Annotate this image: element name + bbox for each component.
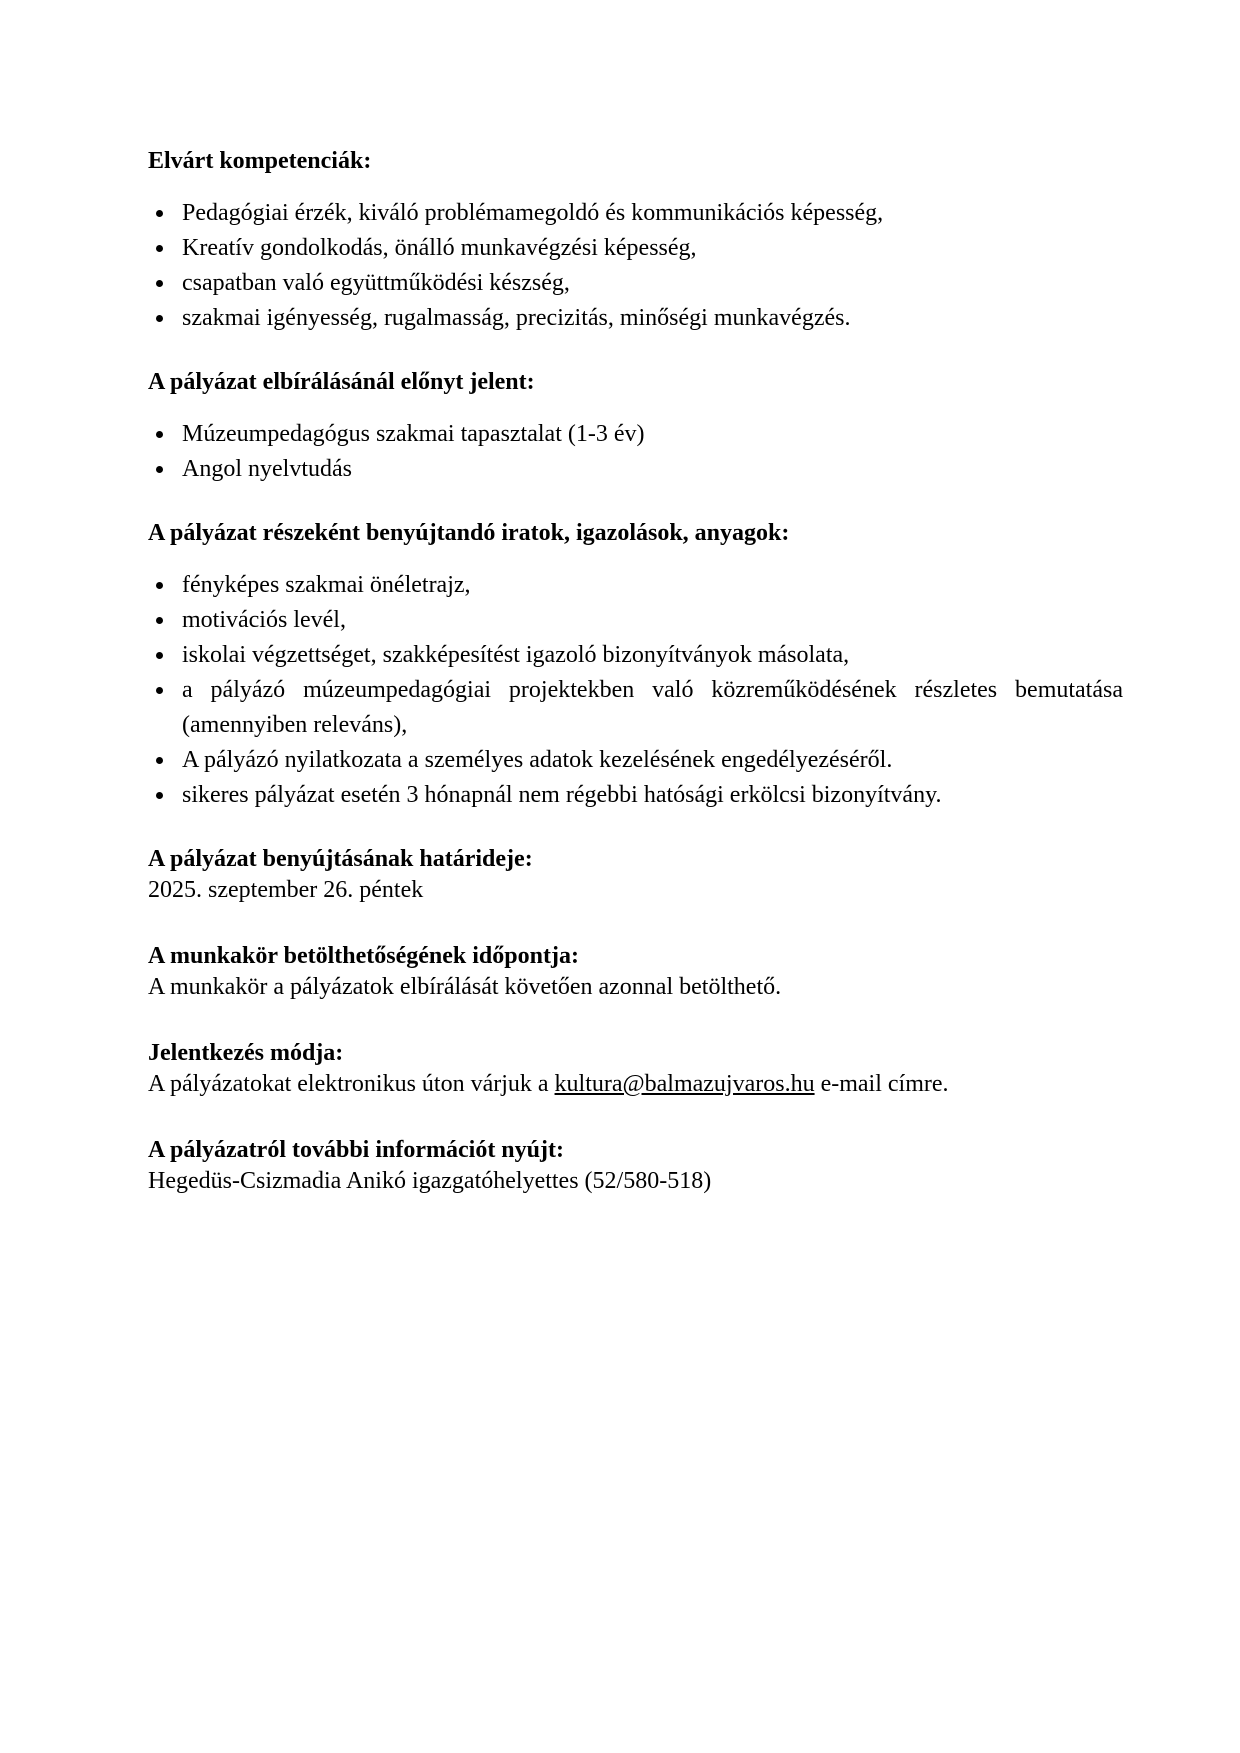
section-competencies [148, 146, 1123, 336]
section-deadline [148, 844, 1123, 905]
list-item: Pedagógiai érzék, kiváló problémamegoldó és kommunikációs képesség, [148, 196, 1123, 231]
list-item: motivációs levél, [148, 603, 1123, 638]
heading-contact: A pályázatról további információt nyújt: [148, 1137, 564, 1163]
heading-required-documents: A pályázat részeként benyújtandó iratok, igazolások, anyagok: [148, 520, 790, 546]
section-contact [148, 1135, 1123, 1196]
section-advantages [148, 367, 1123, 487]
list-item: Múzeumpedagógus szakmai tapasztalat (1-3 év) [148, 417, 1123, 452]
list-item: iskolai végzettséget, szakképesítést igazoló bizonyítványok másolata, [148, 638, 1123, 673]
advantages-list [148, 417, 1123, 487]
heading-advantages: A pályázat elbírálásánál előnyt jelent: [148, 369, 535, 395]
list-item: a pályázó múzeumpedagógiai projektekben való közreműködésének részletes bemutatása (amennyiben releváns), [148, 673, 1123, 743]
email-link[interactable]: kultura@balmazujvaros.hu [554, 1071, 815, 1097]
heading-deadline: A pályázat benyújtásának határideje: [148, 846, 533, 872]
application-method-text [148, 1069, 1123, 1099]
required-documents-list [148, 568, 1123, 813]
list-item: A pályázó nyilatkozata a személyes adatok kezelésének engedélyezéséről. [148, 743, 1123, 778]
application-method-text-before: A pályázatokat elektronikus úton várjuk a [148, 1071, 555, 1097]
section-application-method [148, 1038, 1123, 1099]
contact-text: Hegedüs-Csizmadia Anikó igazgatóhelyettes (52/580-518) [148, 1168, 712, 1194]
heading-competencies: Elvárt kompetenciák: [148, 148, 372, 174]
list-item: Angol nyelvtudás [148, 452, 1123, 487]
heading-application-method: Jelentkezés módja: [148, 1040, 344, 1066]
section-required-documents [148, 518, 1123, 813]
list-item: Kreatív gondolkodás, önálló munkavégzési képesség, [148, 231, 1123, 266]
list-item: fényképes szakmai önéletrajz, [148, 568, 1123, 603]
deadline-text: 2025. szeptember 26. péntek [148, 877, 424, 903]
competencies-list [148, 196, 1123, 336]
heading-availability: A munkakör betölthetőségének időpontja: [148, 943, 579, 969]
list-item: szakmai igényesség, rugalmasság, precizitás, minőségi munkavégzés. [148, 301, 1123, 336]
availability-text: A munkakör a pályázatok elbírálását követően azonnal betölthető. [148, 974, 782, 1000]
list-item: sikeres pályázat esetén 3 hónapnál nem régebbi hatósági erkölcsi bizonyítvány. [148, 778, 1123, 813]
list-item: csapatban való együttműködési készség, [148, 266, 1123, 301]
section-availability [148, 941, 1123, 1002]
application-method-text-after: e-mail címre. [814, 1071, 949, 1097]
